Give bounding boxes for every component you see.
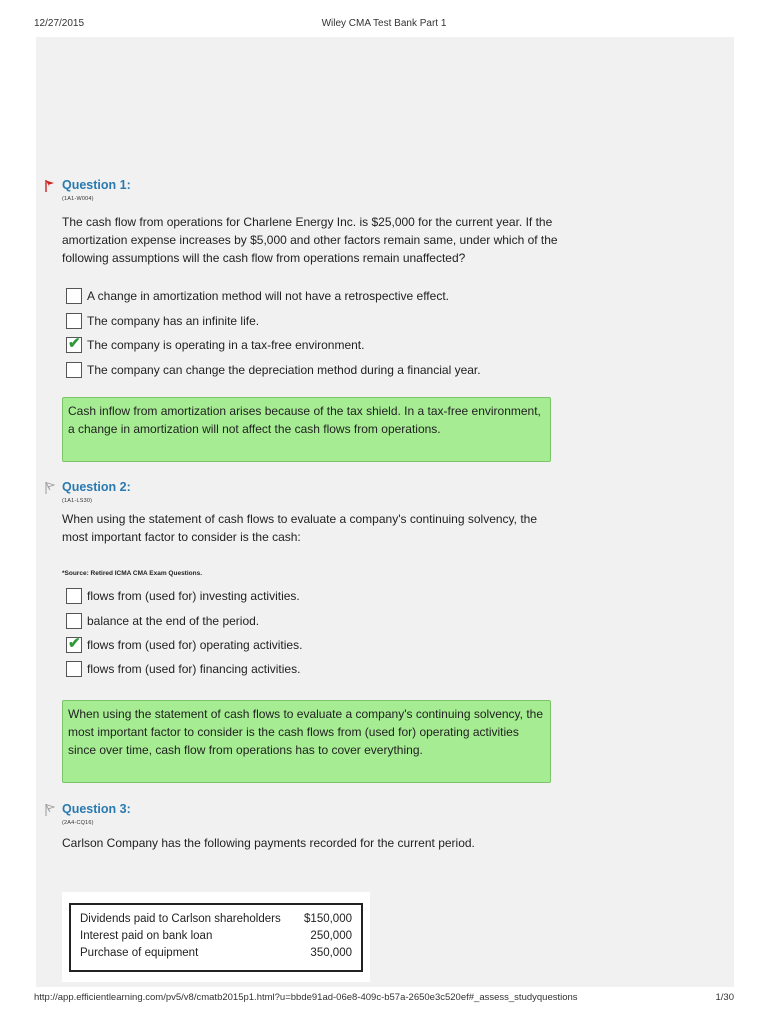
question-code: (1A1-W004) (62, 196, 94, 202)
payments-table (62, 892, 370, 982)
flag-outline-icon[interactable] (45, 804, 55, 816)
answer-checkbox[interactable] (66, 362, 82, 378)
answer-label: flows from (used for) operating activities. (87, 638, 303, 652)
question-title: Question 2: (62, 480, 131, 494)
question-code: (2A4-CQ16) (62, 820, 94, 826)
print-page-number: 1/30 (715, 992, 734, 1003)
table-cell-amount: $150,000 (304, 913, 352, 925)
print-footer (0, 992, 768, 1006)
table-row (80, 928, 352, 945)
table-cell-label: Interest paid on bank loan (80, 930, 213, 942)
question-text: Carlson Company has the following payments recorded for the current period. (62, 836, 475, 850)
print-header (0, 18, 768, 32)
flag-outline-icon[interactable] (45, 482, 55, 494)
answer-label: The company can change the depreciation method during a financial year. (87, 363, 481, 377)
answer-label: balance at the end of the period. (87, 614, 260, 628)
table-row (80, 911, 352, 928)
print-date: 12/27/2015 (34, 18, 85, 29)
payments-table-box (69, 903, 363, 972)
answer-feedback: When using the statement of cash flows to evaluate a company's continuing solvency, the most important factor to consider is the cash flows from (used for) operating activities since over time, cash flow from operations has to cover everything. (62, 700, 551, 783)
table-cell-label: Dividends paid to Carlson shareholders (80, 913, 281, 925)
answer-checkbox[interactable] (66, 313, 82, 329)
print-title: Wiley CMA Test Bank Part 1 (321, 18, 447, 29)
question-text: When using the statement of cash flows to evaluate a company's continuing solvency, the most important factor to consider is the cash: (62, 512, 538, 544)
answer-checkbox[interactable] (66, 613, 82, 629)
answer-feedback: Cash inflow from amortization arises because of the tax shield. In a tax-free environment, a change in amortization will not affect the cash flows from operations. (62, 397, 551, 462)
answer-checkbox[interactable] (66, 288, 82, 304)
table-cell-amount: 250,000 (310, 930, 352, 942)
answer-label: A change in amortization method will not have a retrospective effect. (87, 289, 449, 303)
question-source: *Source: Retired ICMA CMA Exam Questions. (62, 570, 203, 577)
answer-label: flows from (used for) financing activities. (87, 662, 301, 676)
checkmark-icon: ✔ (68, 635, 81, 652)
answer-checkbox-checked[interactable] (66, 337, 82, 353)
answer-label: flows from (used for) investing activities. (87, 589, 300, 603)
checkmark-icon: ✔ (68, 335, 81, 352)
table-cell-amount: 350,000 (310, 947, 352, 959)
answer-checkbox[interactable] (66, 588, 82, 604)
print-url: http://app.efficientlearning.com/pv5/v8/cmatb2015p1.html?u=bbde91ad-06e8-409c-b57a-2650e3c520ef#_assess_studyquestions (34, 992, 578, 1003)
answer-label: The company is operating in a tax-free environment. (87, 338, 365, 352)
flag-icon[interactable] (45, 180, 55, 192)
answer-checkbox[interactable] (66, 661, 82, 677)
question-text: The cash flow from operations for Charlene Energy Inc. is $25,000 for the current year. If the amortization expense increases by $5,000 and other factors remain same, under which of the following assumptions will the cash flow from operations remain unaffected? (62, 215, 558, 265)
answer-checkbox-checked[interactable] (66, 637, 82, 653)
question-code: (1A1-LS30) (62, 498, 93, 504)
table-row (80, 945, 352, 962)
table-cell-label: Purchase of equipment (80, 947, 199, 959)
question-title: Question 3: (62, 802, 131, 816)
answer-label: The company has an infinite life. (87, 314, 260, 328)
study-questions-panel (36, 37, 734, 987)
question-title: Question 1: (62, 178, 131, 192)
